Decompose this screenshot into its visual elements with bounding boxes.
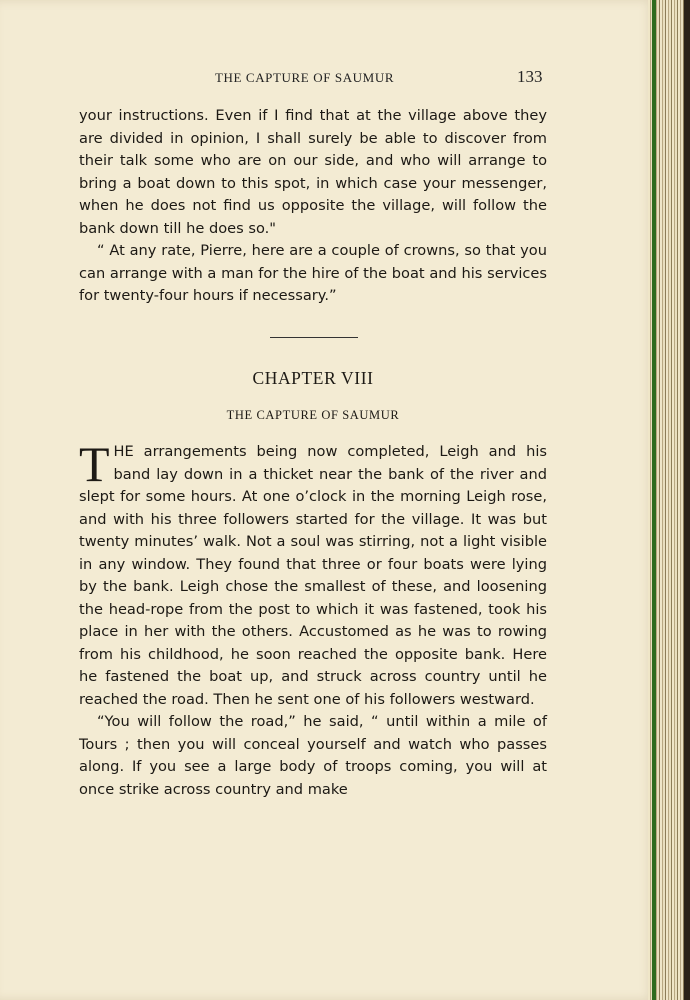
text-block-continuation bbox=[79, 105, 547, 308]
chapter-subtitle: THE CAPTURE OF SAUMUR bbox=[226, 408, 400, 422]
section-divider bbox=[270, 337, 358, 338]
drop-cap: T bbox=[79, 436, 110, 492]
binding-edge bbox=[652, 0, 656, 1000]
text-block-chapter bbox=[79, 436, 547, 801]
page-edges bbox=[648, 0, 690, 1000]
book-edge-shadow bbox=[684, 0, 690, 1000]
paragraph: your instructions. Even if I find that at the village above they are divided in opinion, I shall surely be able to discover from their talk some who are on our side, and who will arrange to bring a boat down to this spot, in which case your messenger, when he does not find us opposite the village, will follow the bank down till he does so." bbox=[79, 107, 547, 237]
paragraph bbox=[79, 436, 547, 711]
paragraph: “You will follow the road,” he said, “ until within a mile of Tours ; then you will conceal yourself and watch who passes along. If you see a large body of troops coming, you will at once strike across country and make bbox=[79, 713, 547, 798]
page-number: 133 bbox=[517, 67, 543, 86]
chapter-title: CHAPTER VIII bbox=[252, 368, 374, 388]
paragraph: “ At any rate, Pierre, here are a couple of crowns, so that you can arrange with a man for the hire of the boat and his services for twenty-four hours if necessary.” bbox=[79, 242, 547, 304]
paragraph-text: HE arrangements being now completed, Leigh and his band lay down in a thicket near the bank of the river and slept for some hours. At one o’clock in the morning Leigh rose, and with his three followers started for the village. It was but twenty minutes’ walk. Not a soul was stirring, not a light visible in any window. They found that three or four boats were lying by the bank. Leigh chose the smallest of these, and loosening the head-rope from the post to which it was fastened, took his place in her with the others. Accustomed as he was to rowing from his childhood, he soon reached the opposite bank. Here he fastened the boat up, and struck across country until he reached the road. Then he sent one of his followers westward. bbox=[79, 443, 547, 708]
running-head: THE CAPTURE OF SAUMUR bbox=[215, 70, 395, 85]
